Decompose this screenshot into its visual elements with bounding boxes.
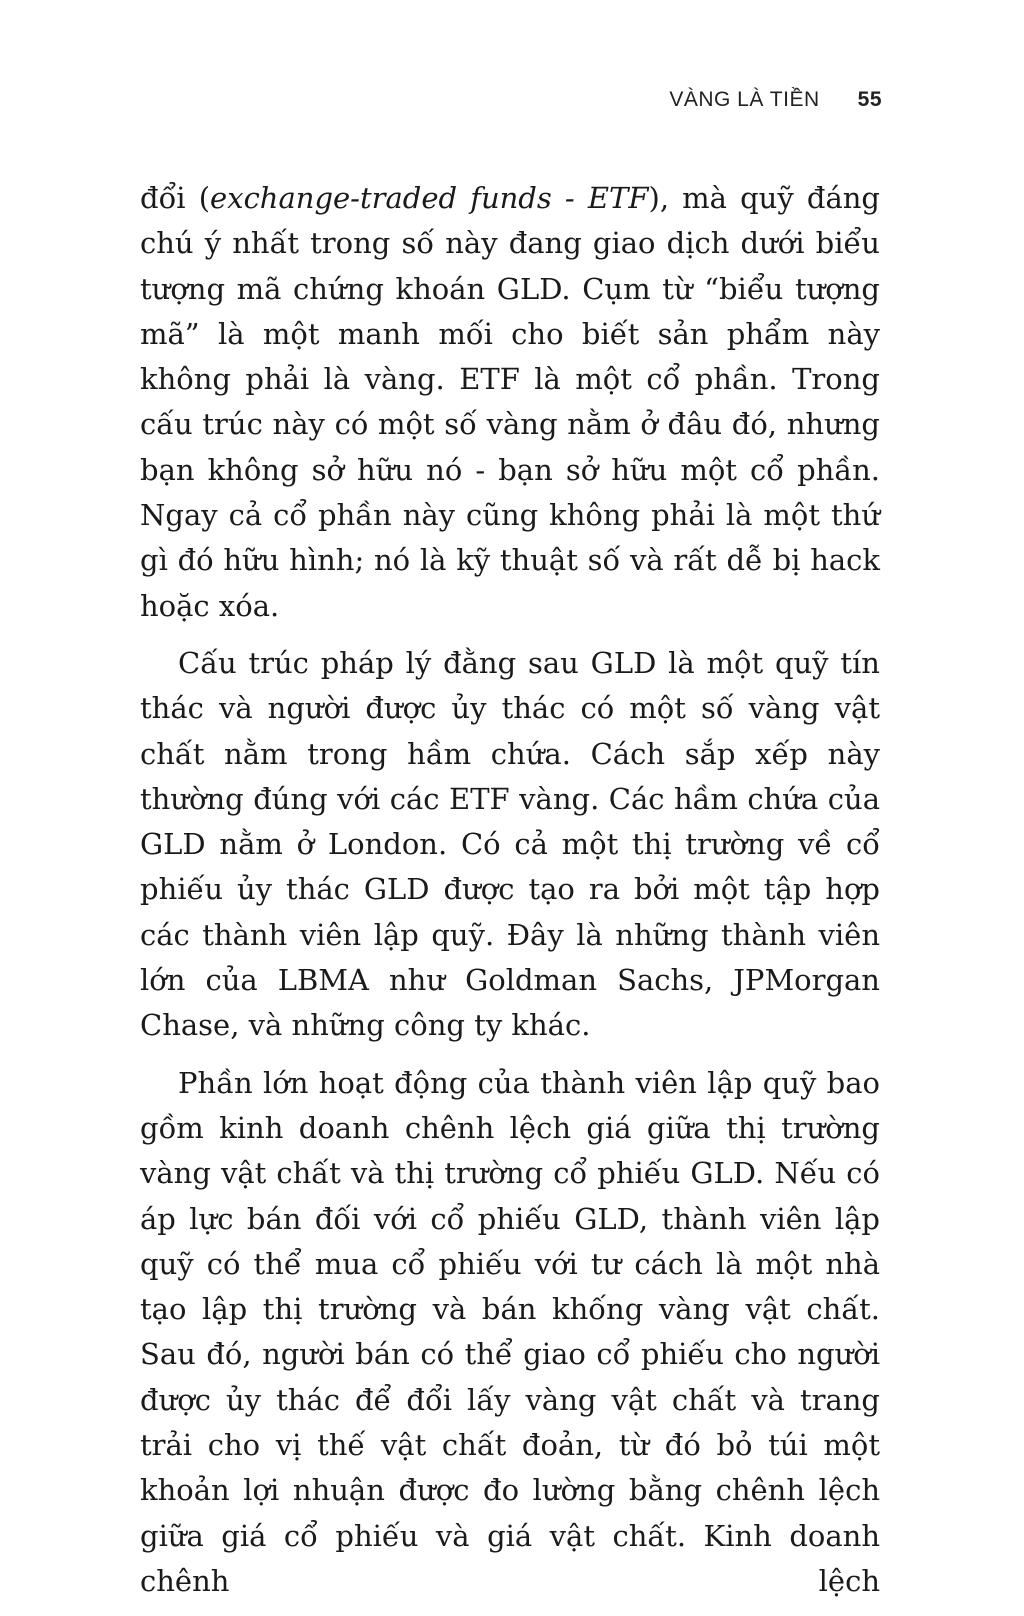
body-text [140, 176, 880, 1616]
paragraph-1-italic-term: exchange-traded funds - ETF [210, 181, 649, 215]
paragraph-3: Phần lớn hoạt động của thành viên lập quỹ bao gồm kinh doanh chênh lệch giá giữa thị trường vàng vật chất và thị trường cổ phiếu GLD. Nếu có áp lực bán đối với cổ phiếu GLD, thành viên lập quỹ có thể mua cổ phiếu với tư cách là một nhà tạo lập thị trường và bán khống vàng vật chất. Sau đó, người bán có thể giao cổ phiếu cho người được ủy thác để đổi lấy vàng vật chất và trang trải cho vị thế vật chất đoản, từ đó bỏ túi một khoản lợi nhuận được đo lường bằng chênh lệch giữa giá cổ phiếu và giá vật chất. Kinh doanh chênh lệch [140, 1065, 880, 1598]
paragraph-2: Cấu trúc pháp lý đằng sau GLD là một quỹ tín thác và người được ủy thác có một số vàng vật chất nằm trong hầm chứa. Cách sắp xếp này thường đúng với các ETF vàng. Các hầm chứa của GLD nằm ở London. Có cả một thị trường về cổ phiếu ủy thác GLD được tạo ra bởi một tập hợp các thành viên lập quỹ. Đây là những thành viên lớn của LBMA như Goldman Sachs, JPMorgan Chase, và những công ty khác. [140, 645, 880, 1043]
paragraph-1 [140, 176, 880, 629]
running-header [669, 88, 882, 112]
paragraph-1-post: ), mà quỹ đáng chú ý nhất trong số này đang giao dịch dưới biểu tượng mã chứng khoán GLD. Cụm từ “biểu tượng mã” là một manh mối cho biết sản phẩm này không phải là vàng. ETF là một cổ phần. Trong cấu trúc này có một số vàng nằm ở đâu đó, nhưng bạn không sở hữu nó - bạn sở hữu một cổ phần. Ngay cả cổ phần này cũng không phải là một thứ gì đó hữu hình; nó là kỹ thuật số và rất dễ bị hack hoặc xóa. [140, 181, 880, 623]
page-number: 55 [857, 88, 882, 111]
paragraph-1-pre: đổi ( [140, 181, 211, 215]
running-title: VÀNG LÀ TIỀN [669, 88, 820, 111]
